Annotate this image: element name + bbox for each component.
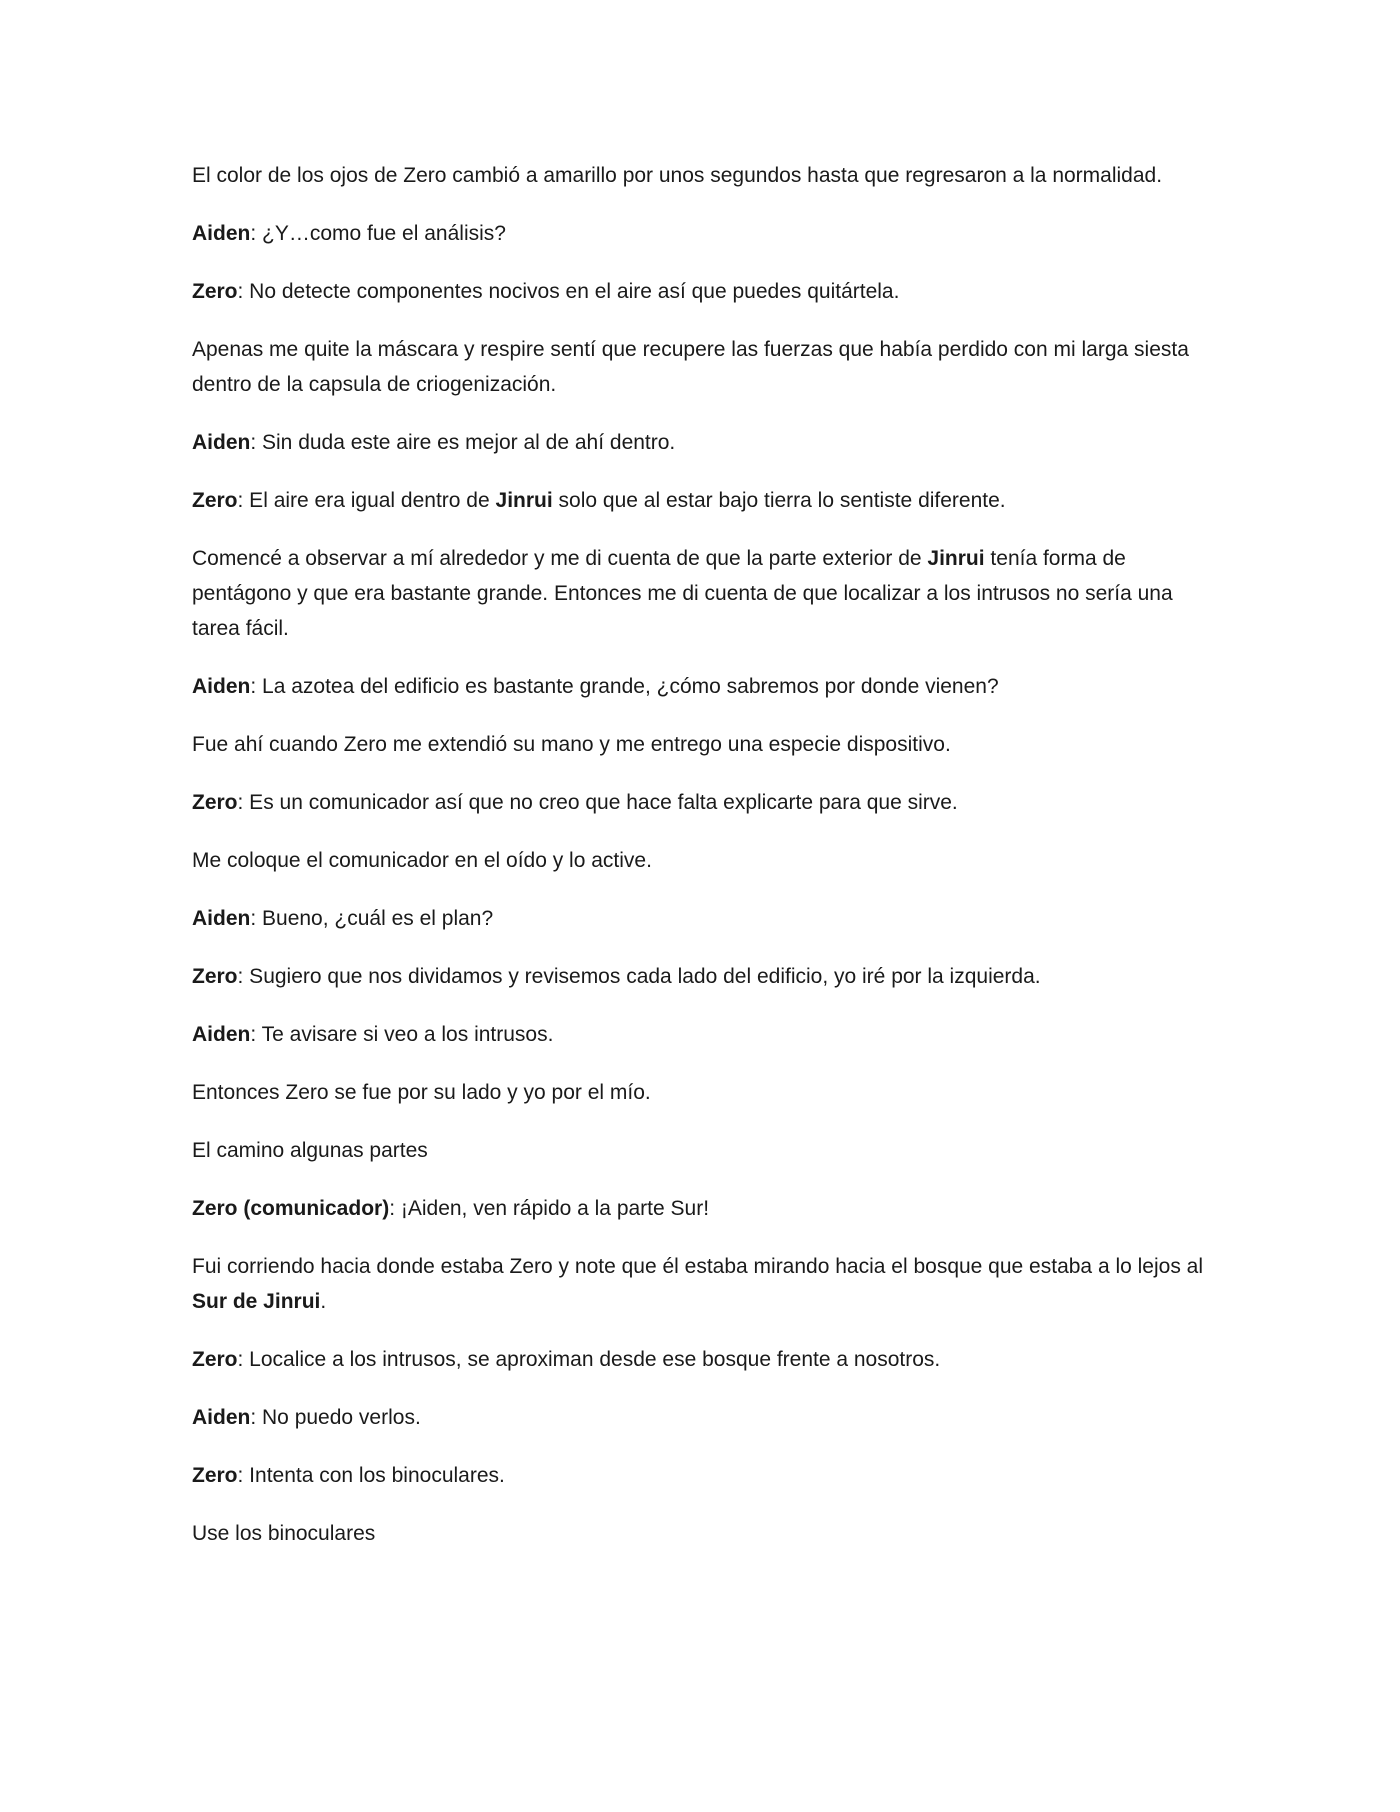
- paragraph: [192, 1133, 1212, 1168]
- paragraph: [192, 1191, 1212, 1226]
- paragraph: [192, 669, 1212, 704]
- paragraph: [192, 959, 1212, 994]
- bold-text: Zero: [192, 1464, 238, 1487]
- text-segment: Use los binoculares: [192, 1522, 376, 1545]
- text-segment: : Te avisare si veo a los intrusos.: [250, 1023, 554, 1046]
- bold-text: Jinrui: [927, 547, 985, 570]
- text-segment: Me coloque el comunicador en el oído y lo active.: [192, 849, 652, 872]
- text-segment: : El aire era igual dentro de: [237, 489, 496, 512]
- bold-text: Zero: [192, 791, 238, 814]
- bold-text: Zero: [192, 965, 238, 988]
- paragraph: [192, 216, 1212, 251]
- text-segment: solo que al estar bajo tierra lo sentiste diferente.: [552, 489, 1006, 512]
- text-segment: : Sin duda este aire es mejor al de ahí dentro.: [250, 431, 676, 454]
- paragraph: [192, 785, 1212, 820]
- text-segment: : Bueno, ¿cuál es el plan?: [250, 907, 494, 930]
- text-segment: tenía forma de pentágono y que era bastante grande. Entonces me di cuenta de que localizar a los intrusos no sería una tarea fácil.: [192, 547, 1173, 640]
- text-segment: : ¡Aiden, ven rápido a la parte Sur!: [389, 1197, 710, 1220]
- text-segment: : No detecte componentes nocivos en el aire así que puedes quitártela.: [237, 280, 900, 303]
- paragraph: [192, 425, 1212, 460]
- text-segment: .: [320, 1290, 327, 1313]
- text-segment: El camino algunas partes: [192, 1139, 428, 1162]
- text-segment: Fui corriendo hacia donde estaba Zero y note que él estaba mirando hacia el bosque que estaba a lo lejos al: [192, 1255, 1204, 1278]
- bold-text: Jinrui: [495, 489, 553, 512]
- paragraph: [192, 1516, 1212, 1551]
- paragraph: [192, 901, 1212, 936]
- text-segment: : Sugiero que nos dividamos y revisemos cada lado del edificio, yo iré por la izquierda.: [237, 965, 1041, 988]
- bold-text: Aiden: [192, 431, 251, 454]
- bold-text: Zero: [192, 280, 238, 303]
- paragraph: [192, 1400, 1212, 1435]
- bold-text: Zero: [192, 1348, 238, 1371]
- paragraph: [192, 158, 1212, 193]
- text-segment: : Localice a los intrusos, se aproximan desde ese bosque frente a nosotros.: [237, 1348, 941, 1371]
- paragraph: [192, 274, 1212, 309]
- text-segment: Fue ahí cuando Zero me extendió su mano y me entrego una especie dispositivo.: [192, 733, 951, 756]
- paragraph: [192, 1342, 1212, 1377]
- text-segment: : La azotea del edificio es bastante grande, ¿cómo sabremos por donde vienen?: [250, 675, 999, 698]
- paragraph: [192, 843, 1212, 878]
- text-segment: El color de los ojos de Zero cambió a amarillo por unos segundos hasta que regresaron a la normalidad.: [192, 164, 1163, 187]
- paragraph: [192, 483, 1212, 518]
- bold-text: Aiden: [192, 1023, 251, 1046]
- bold-text: Zero (comunicador): [192, 1197, 390, 1220]
- bold-text: Aiden: [192, 1406, 251, 1429]
- bold-text: Sur de Jinrui: [192, 1290, 321, 1313]
- text-segment: Comencé a observar a mí alrededor y me di cuenta de que la parte exterior de: [192, 547, 928, 570]
- paragraph: [192, 1249, 1212, 1319]
- text-segment: Apenas me quite la máscara y respire sentí que recupere las fuerzas que había perdido con mi larga siesta dentro de la capsula de criogenización.: [192, 338, 1189, 396]
- paragraph: [192, 1075, 1212, 1110]
- paragraph: [192, 332, 1212, 402]
- text-segment: : ¿Y…como fue el análisis?: [250, 222, 506, 245]
- text-segment: : No puedo verlos.: [250, 1406, 421, 1429]
- paragraph: [192, 541, 1212, 646]
- bold-text: Aiden: [192, 222, 251, 245]
- bold-text: Aiden: [192, 907, 251, 930]
- text-segment: Entonces Zero se fue por su lado y yo por el mío.: [192, 1081, 651, 1104]
- text-segment: : Es un comunicador así que no creo que hace falta explicarte para que sirve.: [237, 791, 958, 814]
- text-segment: : Intenta con los binoculares.: [237, 1464, 505, 1487]
- bold-text: Zero: [192, 489, 238, 512]
- document-body: [192, 158, 1212, 1574]
- bold-text: Aiden: [192, 675, 251, 698]
- paragraph: [192, 1458, 1212, 1493]
- paragraph: [192, 727, 1212, 762]
- paragraph: [192, 1017, 1212, 1052]
